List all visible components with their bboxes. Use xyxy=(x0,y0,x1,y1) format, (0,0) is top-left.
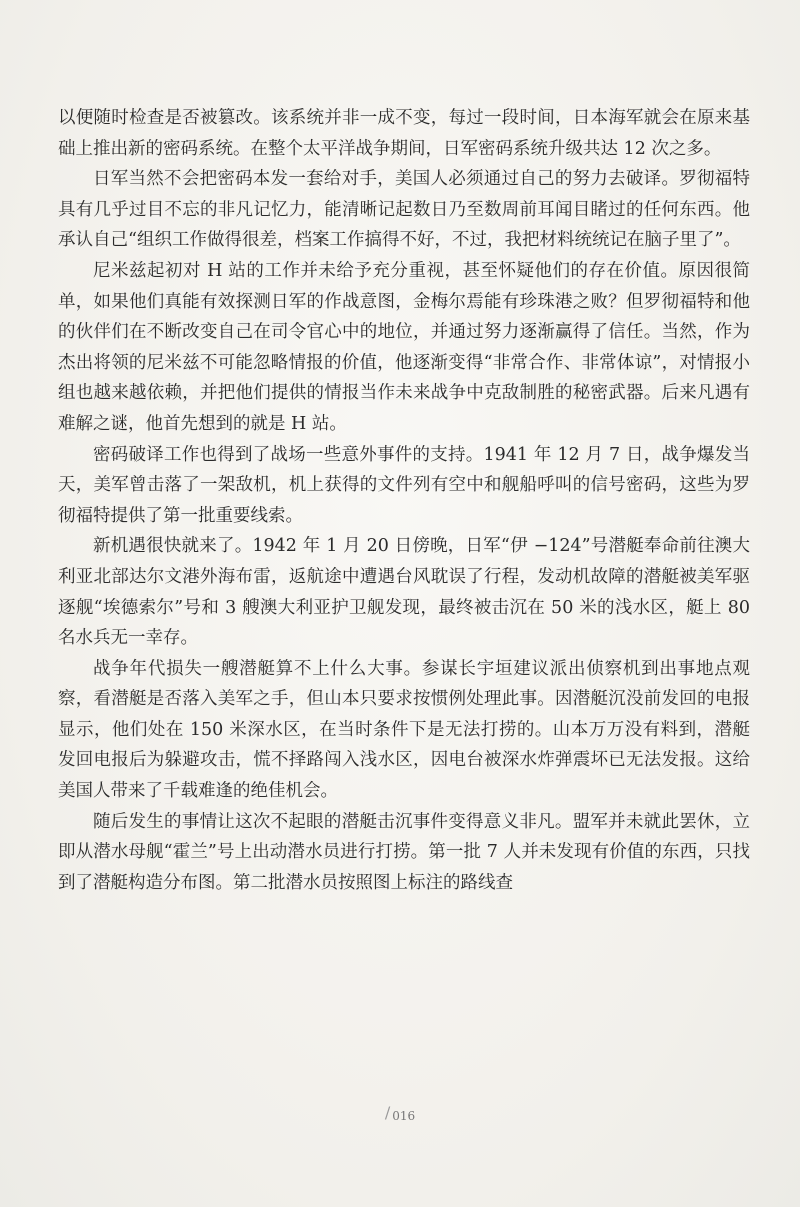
paragraph-5: 新机遇很快就来了。1942 年 1 月 20 日傍晚，日军“伊 −124”号潜艇奉命前往澳大利亚北部达尔文港外海布雷，返航途中遭遇台风耽误了行程，发动机故障的潜艇被美军驱逐舰“埃德索尔”号和 3 艘澳大利亚护卫舰发现，最终被击沉在 50 米的浅水区，艇上 80 名水兵无一幸存。 xyxy=(58,536,750,649)
paragraph-7: 随后发生的事情让这次不起眼的潜艇击沉事件变得意义非凡。盟军并未就此罢休，立即从潜水母舰“霍兰”号上出动潜水员进行打捞。第一批 7 人并未发现有价值的东西，只找到了潜艇构造分布图。第二批潜水员按照图上标注的路线查 xyxy=(58,811,750,893)
paragraph-1: 以便随时检查是否被篡改。该系统并非一成不变，每过一段时间，日本海军就会在原来基础上推出新的密码系统。在整个太平洋战争期间，日军密码系统升级共达 12 次之多。 xyxy=(58,108,750,159)
body-text xyxy=(58,103,750,898)
paragraph-6: 战争年代损失一艘潜艇算不上什么大事。参谋长宇垣建议派出侦察机到出事地点观察，看潜艇是否落入美军之手，但山本只要求按惯例处理此事。因潜艇沉没前发回的电报显示，他们处在 150 米深水区，在当时条件下是无法打捞的。山本万万没有料到，潜艇发回电报后为躲避攻击，慌不择路闯入浅水区，因电台被深水炸弹震坏已无法发报。这给美国人带来了千载难逢的绝佳机会。 xyxy=(58,658,750,802)
page-number-area xyxy=(0,1105,800,1124)
paragraph-4: 密码破译工作也得到了战场一些意外事件的支持。1941 年 12 月 7 日，战争爆发当天，美军曾击落了一架敌机，机上获得的文件列有空中和舰船呼叫的信号密码，这些为罗彻福特提供了第一批重要线索。 xyxy=(58,444,750,526)
paragraph-2: 日军当然不会把密码本发一套给对手，美国人必须通过自己的努力去破译。罗彻福特具有几乎过目不忘的非凡记忆力，能清晰记起数日乃至数周前耳闻目睹过的任何东西。他承认自己“组织工作做得很差，档案工作搞得不好，不过，我把材料统统记在脑子里了”。 xyxy=(58,169,750,251)
page-number-slash-icon: / xyxy=(384,1103,391,1122)
paragraph-3: 尼米兹起初对 H 站的工作并未给予充分重视，甚至怀疑他们的存在价值。原因很简单，如果他们真能有效探测日军的作战意图，金梅尔焉能有珍珠港之败？但罗彻福特和他的伙伴们在不断改变自己在司令官心中的地位，并通过努力逐渐赢得了信任。当然，作为杰出将领的尼米兹不可能忽略情报的价值，他逐渐变得“非常合作、非常体谅”，对情报小组也越来越依赖，并把他们提供的情报当作未来战争中克敌制胜的秘密武器。后来凡遇有难解之谜，他首先想到的就是 H 站。 xyxy=(58,260,750,434)
page-number: 016 xyxy=(392,1109,416,1123)
